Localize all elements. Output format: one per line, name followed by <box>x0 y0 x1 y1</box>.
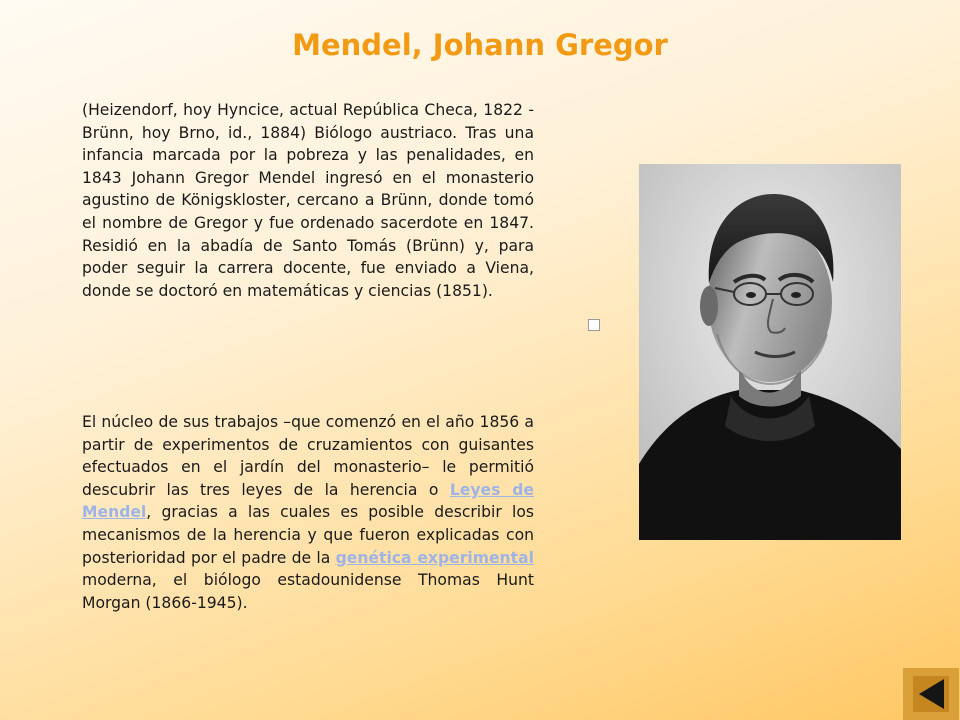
paragraph-2-text-3: moderna, el biólogo estadounidense Thomas Hunt Morgan (1866-1945). <box>82 571 534 612</box>
back-button[interactable] <box>903 668 959 720</box>
portrait-illustration <box>639 164 901 540</box>
paragraph-2-text-2: , gracias a las cuales es posible describir los mecanismos de la herencia y que fueron explicadas con posterioridad por el padre de la <box>82 503 534 567</box>
leyes-de-mendel-link[interactable]: Leyes de Mendel <box>82 480 534 522</box>
biography-paragraph-2 <box>82 411 534 614</box>
genetica-experimental-link[interactable]: genética experimental <box>335 548 534 567</box>
biography-paragraph-1: (Heizendorf, hoy Hyncice, actual República Checa, 1822 - Brünn, hoy Brno, id., 1884) Biólogo austriaco. Tras una infancia marcada por la pobreza y las penalidades, en 1843 Johann Gregor Mendel ingresó en el monasterio agustino de Königskloster, cercano a Brünn, donde tomó el nombre de Gregor y fue ordenado sacerdote en 1847. Residió en la abadía de Santo Tomás (Brünn) y, para poder seguir la carrera docente, fue enviado a Viena, donde se doctoró en matemáticas y ciencias (1851). <box>82 101 534 300</box>
page-title: Mendel, Johann Gregor <box>292 28 668 62</box>
paragraph-2-text-1: El núcleo de sus trabajos –que comenzó en el año 1856 a partir de experimentos de cruzamientos con guisantes efectuados en el jardín del monasterio– le permitió descubrir las tres leyes de la herencia o <box>82 413 534 499</box>
triangle-left-icon <box>903 668 959 720</box>
mendel-portrait <box>639 164 901 540</box>
broken-image-icon <box>588 319 600 331</box>
